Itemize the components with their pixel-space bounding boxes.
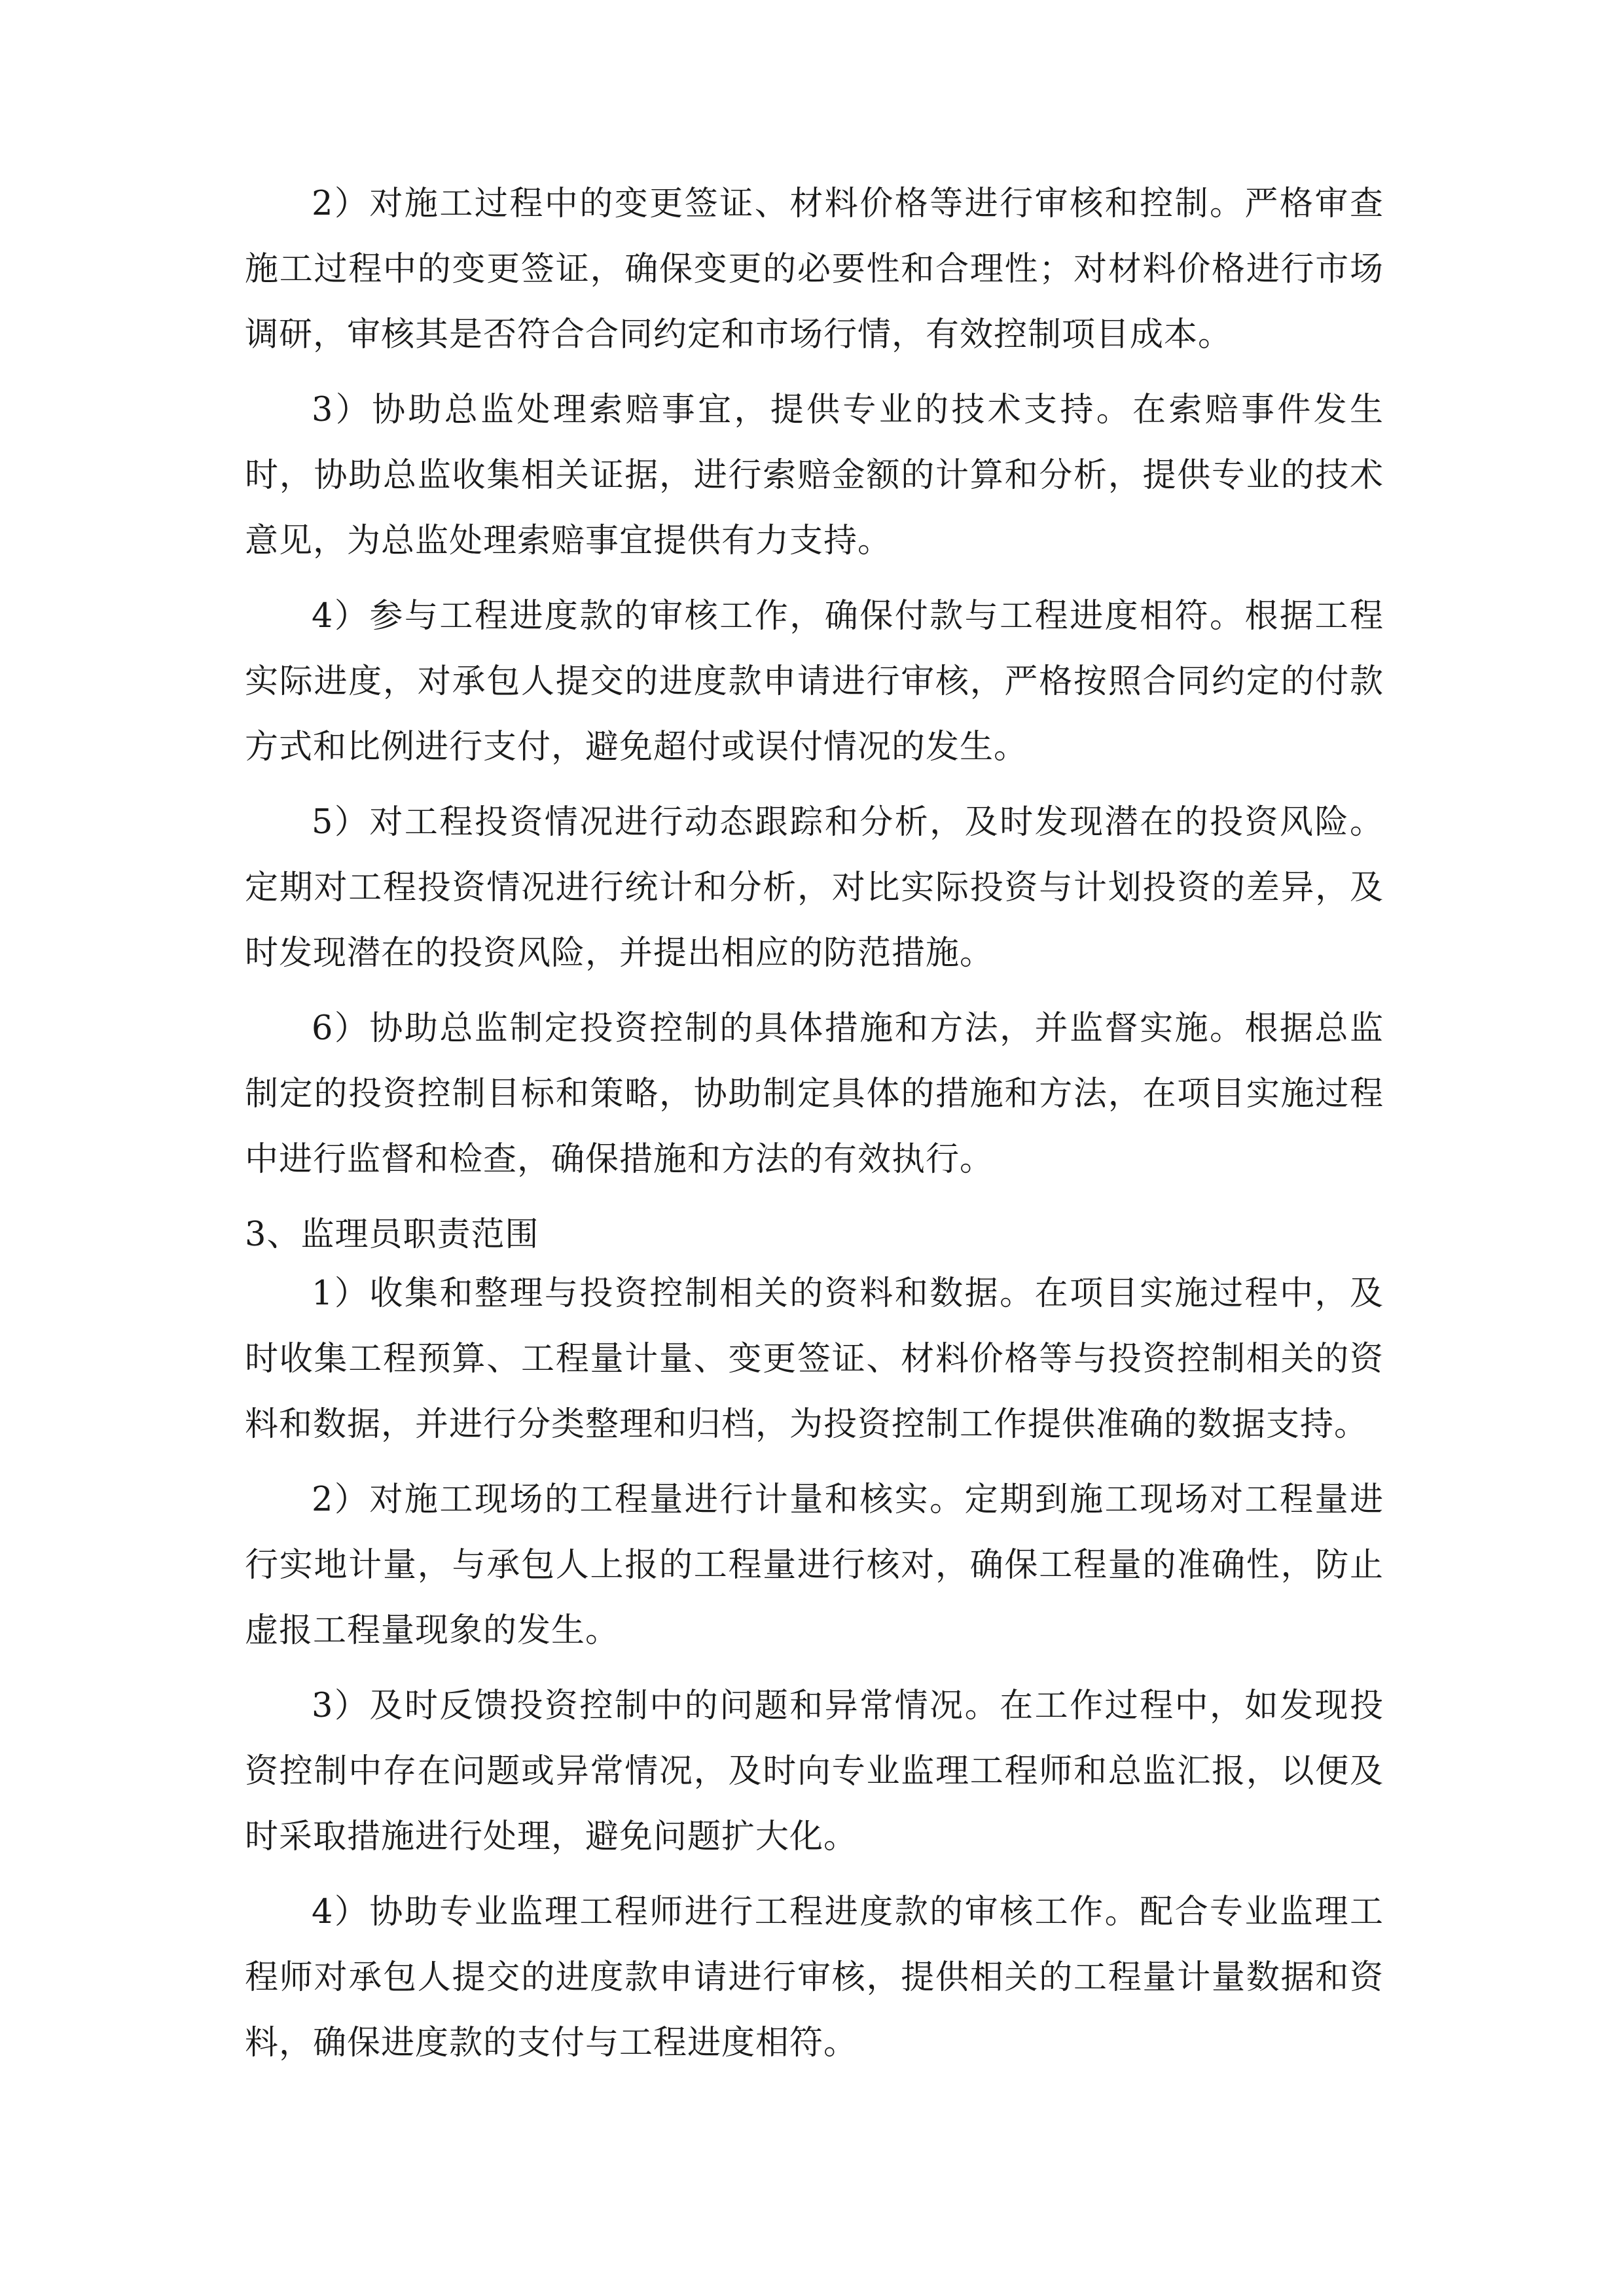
paragraph-supervisor-4: 4）协助专业监理工程师进行工程进度款的审核工作。配合专业监理工程师对承包人提交的进度款申请进行审核，提供相关的工程量计量数据和资料，确保进度款的支付与工程进度相符。 (245, 1893, 1384, 2062)
paragraph-investment-3: 3）协助总监处理索赔事宜，提供专业的技术支持。在索赔事件发生时，协助总监收集相关证据，进行索赔金额的计算和分析，提供专业的技术意见，为总监处理索赔事宜提供有力支持。 (245, 391, 1384, 560)
paragraph-supervisor-1: 1）收集和整理与投资控制相关的资料和数据。在项目实施过程中，及时收集工程预算、工程量计量、变更签证、材料价格等与投资控制相关的资料和数据，并进行分类整理和归档，为投资控制工作提供准确的数据支持。 (245, 1274, 1384, 1444)
paragraph-supervisor-3: 3）及时反馈投资控制中的问题和异常情况。在工作过程中，如发现投资控制中存在问题或异常情况，及时向专业监理工程师和总监汇报，以便及时采取措施进行处理，避免问题扩大化。 (245, 1687, 1384, 1856)
paragraph-investment-2: 2）对施工过程中的变更签证、材料价格等进行审核和控制。严格审查施工过程中的变更签证，确保变更的必要性和合理性；对材料价格进行市场调研，审核其是否符合合同约定和市场行情，有效控制项目成本。 (245, 185, 1384, 354)
paragraph-investment-6: 6）协助总监制定投资控制的具体措施和方法，并监督实施。根据总监制定的投资控制目标和策略，协助制定具体的措施和方法，在项目实施过程中进行监督和检查，确保措施和方法的有效执行。 (245, 1009, 1384, 1179)
section-heading-supervisor-duties: 3、监理员职责范围 (245, 1215, 539, 1254)
paragraph-investment-5: 5）对工程投资情况进行动态跟踪和分析，及时发现潜在的投资风险。定期对工程投资情况进行统计和分析，对比实际投资与计划投资的差异，及时发现潜在的投资风险，并提出相应的防范措施。 (245, 803, 1384, 973)
paragraph-supervisor-2: 2）对施工现场的工程量进行计量和核实。定期到施工现场对工程量进行实地计量，与承包人上报的工程量进行核对，确保工程量的准确性，防止虚报工程量现象的发生。 (245, 1480, 1384, 1650)
document-page (245, 171, 1384, 2086)
paragraph-investment-4: 4）参与工程进度款的审核工作，确保付款与工程进度相符。根据工程实际进度，对承包人提交的进度款申请进行审核，严格按照合同约定的付款方式和比例进行支付，避免超付或误付情况的发生。 (245, 597, 1384, 766)
